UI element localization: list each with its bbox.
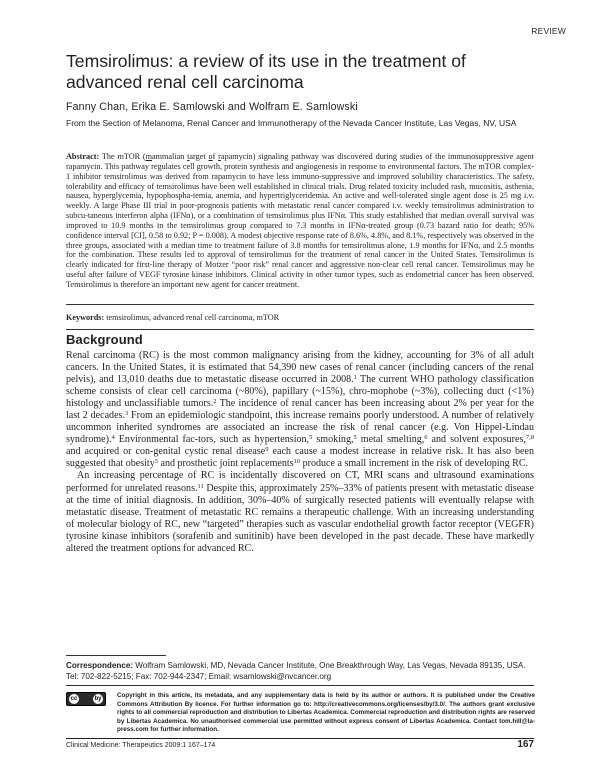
section-label: REVIEW <box>531 26 566 36</box>
abstract-label: Abstract: <box>66 152 100 161</box>
text-run: An increasing percentage of RC is incidentally discovered on CT, MRI scans and ultrasound examinations performed for unrelated reasons. <box>66 470 534 494</box>
body-text <box>66 350 534 555</box>
paragraph <box>66 470 534 554</box>
text-run: Despite this, approximately 25%–33% of patients present with metastatic disease at the time of initial diagnosis. In addition, 30%–40% of surgically resected patients will eventually relapse with metastatic disease. Treatment of metastatic RC remains a therapeutic challenge. With an increasing understanding of molecular biology of RC, new “targeted” therapies such as vascular endothelial growth factor receptor (VEGFR) tyrosine kinase inhibitors (sorafenib and sunitinib) have been developed in the past decade. These have markedly altered the treatment options for advanced RC. <box>66 482 534 554</box>
article-title: Temsirolimus: a review of its use in the treatment of advanced renal cell carcinoma <box>66 51 466 92</box>
reference-marker[interactable]: 7,8 <box>525 434 534 442</box>
page-number: 167 <box>517 739 534 750</box>
reference-marker[interactable]: 5 <box>154 458 158 466</box>
paragraph <box>66 350 534 470</box>
correspondence-label: Correspondence: <box>66 661 134 670</box>
reference-marker[interactable]: 11 <box>197 482 204 490</box>
reference-marker[interactable]: 9 <box>265 446 269 454</box>
affiliation: From the Section of Melanoma, Renal Cancer and Immunotherapy of the Nevada Cancer Institute, Las Vegas, NV, USA <box>66 118 517 128</box>
abstract-text: apamycin) signaling pathway was discovered during studies of the immunosuppressive agent rapamycin. This pathway regulates cell growth, protein synthesis and angiogenesis in response to environmental factors. The mTOR complex-1 inhibitor temsirolimus was derived from rapamycin to have less immuno-suppressive and improved solubility characteristics. The safety, tolerability and efficacy of temsirolimus have been well established in clinical trials. Drug related toxicity included rash, mucositis, asthenia, nausea, hyperglycemia, hypophospha-temia, anemia, and hypertriglyceridemia. An active and well-tolerated single agent dose is 25 mg i.v. weekly. A large Phase III trial in poor-prognosis patients with metastatic renal cancer compared i.v. weekly temsirolimus administration to subcu-taneous interferon alpha (IFNα), or a combination of temsirolimus plus IFNα. This study established that median overall survival was improved to 10.9 months in the temsirolimus group compared to 7.3 months in IFNα-treated group (0.73 hazard ratio for death; 95% confidence interval [CI], 0.58 to 0.92; P = 0.008). A modest objective response rate of 8.6%, 4.8%, and 8.1%, respectively was observed in the three groups, associated with a median time to treatment failure of 3.8 months for temsirolimus alone, 1.9 months for IFNα, and 2.5 months for the combination. These results led to approval of temsirolimus for the treatment of renal cancer in the United States. Temsirolimus is clearly indicated for first-line therapy of Motzer “poor risk” renal cancer and aggressive non-clear cell renal cancer. Temsirolimus may be useful after failure of VEGF tyrosine kinase inhibitors. Clinical activity in other tumor types, such as endometrial cancer has been observed. Temsirolimus is therefore an important new agent for cancer treatment. <box>66 152 534 289</box>
abstract-underline-m: m <box>145 152 153 161</box>
text-run: and prosthetic joint replacements <box>158 458 294 470</box>
text-run: From an epidemiologic standpoint, this increase remains poorly understood. A number of relatively uncommon inherited syndromes are associated an increase the risk of renal cancer (e.g. Von Hippel-Lindau syndrome). <box>66 410 534 446</box>
abstract-underline-o: o <box>208 152 213 161</box>
creative-commons-badge[interactable] <box>66 692 106 706</box>
text-run: each cause a modest increase in relative risk. It has also been suggested that obesity <box>66 446 534 470</box>
abstract <box>66 152 534 294</box>
reference-marker[interactable]: 2 <box>213 398 217 406</box>
attribution-icon: by <box>94 696 102 702</box>
text-run: Environmental fac-tors, such as hypertension, <box>114 434 310 446</box>
text-run: The current WHO pathology classification scheme consists of clear cell carcinoma (~80%), papillary (~15%), chro-mophobe (~3%), collecting duct (<1%) histology and unclassifiable tumors. <box>66 374 534 410</box>
text-run: and acquired or con-genital cystic renal disease <box>66 446 266 458</box>
divider <box>66 304 534 305</box>
reference-marker[interactable]: 10 <box>293 458 301 466</box>
keywords-text: temsirolimus, advanced renal cell carcinoma, mTOR <box>104 313 280 322</box>
abstract-underline-t: t <box>187 152 190 161</box>
keywords-label: Keywords: <box>66 313 105 322</box>
reference-marker[interactable]: 5 <box>309 434 313 442</box>
reference-marker[interactable]: 4 <box>111 434 115 442</box>
text-run: and solvent exposures, <box>427 434 526 446</box>
abstract-text: arget <box>189 152 209 161</box>
abstract-text: f <box>212 152 219 161</box>
cc-icon: cc <box>70 696 78 702</box>
section-heading-background: Background <box>66 332 143 347</box>
divider <box>66 655 166 656</box>
reference-marker[interactable]: 5 <box>353 434 357 442</box>
abstract-text: ammalian <box>152 152 188 161</box>
keywords <box>66 313 534 322</box>
text-run: Renal carcinoma (RC) is the most common malignancy arising from the kidney, accounting for 3% of all adult cancers. In the United States, it is estimated that 54,390 new cases of renal cancer (including cancers of the renal pelvis), and 13,010 deaths due to metastatic disease occurred in 2008. <box>66 350 534 386</box>
journal-citation: Clinical Medicine: Therapeutics 2009:1 167–174 <box>66 742 216 749</box>
reference-marker[interactable]: 3 <box>124 410 129 418</box>
correspondence-text: Wolfram Samlowski, MD, Nevada Cancer Institute, One Breakthrough Way, Las Vegas, Nevada 89135, USA. Tel: 702-822-5215; Fax: 702-944-2347; Email: wsamlowski@nvcancer.org <box>66 661 526 681</box>
footer-divider <box>66 738 534 739</box>
text-run: The incidence of renal cancer has been increasing about 2% per year for the last 2 decades. <box>66 398 534 422</box>
correspondence <box>66 660 536 682</box>
divider <box>66 329 534 330</box>
copyright-notice: Copyright in this article, its metadata, and any supplementary data is held by its author or authors. It is published under the Creative Commons Attribution By licence. For further information go to: http://creativecommons.org/licenses/by/3.0/. The authors grant exclusive rights to all commercial reproduction and distribution to Libertas Academica. Commercial reproduction and distribution rights are reserved by Libertas Academica. No unauthorised commercial use permitted without express consent of Libertas Academica. Contact tom.hill@la-press.com for further information. <box>117 692 535 734</box>
text-run: produce a small increment in the risk of developing RC. <box>300 458 529 470</box>
reference-marker[interactable]: 1 <box>353 374 357 382</box>
text-run: smoking, <box>312 434 354 446</box>
divider <box>66 685 534 686</box>
text-run: metal smelting, <box>356 434 425 446</box>
reference-marker[interactable]: 6 <box>424 434 428 442</box>
authors: Fanny Chan, Erika E. Samlowski and Wolfram E. Samlowski <box>66 101 358 113</box>
abstract-underline-r: r <box>218 152 221 161</box>
abstract-text: The mTOR ( <box>99 152 146 161</box>
